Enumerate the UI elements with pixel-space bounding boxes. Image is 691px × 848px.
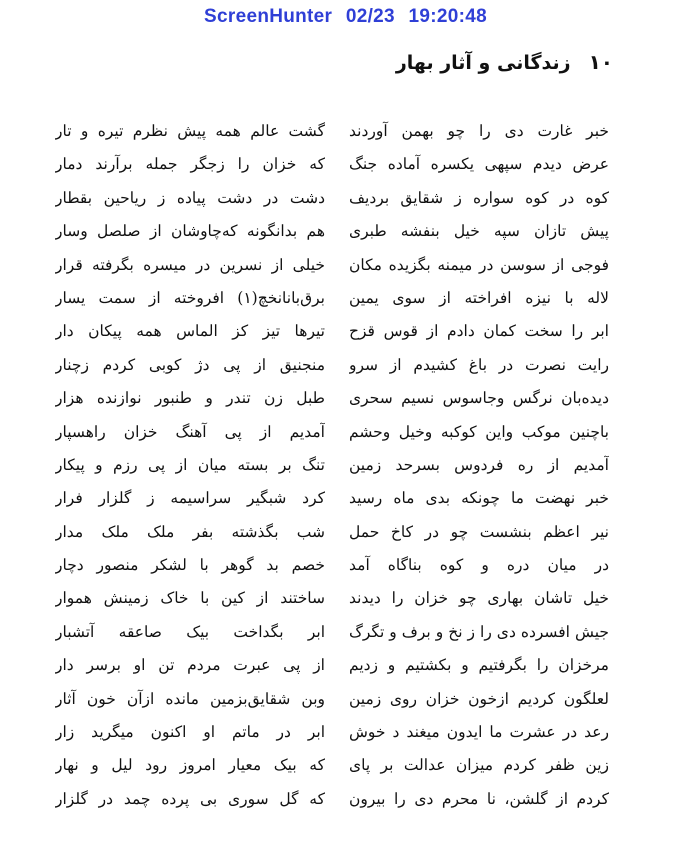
left-verse-line: خیلی از نسرین در میسره بگرفته قرار: [55, 255, 325, 274]
right-verse-line: ابر را سخت کمان دادم از قوس قزح: [349, 322, 609, 341]
left-verse-line: ابر بگداخت بیک صاعقه آتشبار: [55, 622, 325, 641]
left-verse-line: گشت عالم همه پیش نظرم تیره و تار: [55, 122, 325, 140]
right-verse-line: باچنین موکب واین کوکبه وخیل وحشم: [349, 422, 609, 441]
left-verse-line: از پی عبرت مردم تن او برسر دار: [55, 656, 325, 675]
right-verse-line: خبر غارت دی را چو بهمن آوردند: [349, 122, 609, 140]
left-verse-line: ساختند از کین با خاک زمینش هموار: [55, 589, 325, 608]
left-verse-line: که بیک معیار امروز رود لیل و نهار: [55, 756, 325, 775]
page-header: [396, 50, 613, 74]
right-verse-line: در میان دره و کوه بناگاه آمد: [349, 556, 609, 575]
left-verse-line: تیرها تیز کز الماس همه پیکان دار: [55, 322, 325, 341]
right-verse-line: جیش افسرده دی را ز نخ و برف و تگرگ: [349, 622, 609, 641]
right-verse-line: کردم از گلشن، نا محرم دی را بیرون: [349, 789, 609, 808]
right-verse-line: فوجی از سوسن در میمنه بگزیده مکان: [349, 255, 609, 274]
screenhunter-watermark: [0, 6, 691, 28]
right-verse-line: رایت نصرت در باغ کشیدم از سرو: [349, 355, 609, 374]
left-verse-line: کرد شبگیر سراسیمه ز گلزار فرار: [55, 489, 325, 508]
page-number: ۱۰: [588, 50, 613, 74]
right-verse-line: لاله با نیزه افراخته از سوی یمین: [349, 288, 609, 307]
left-verse-line: منجنیق از پی دژ کوبی کردم زچنار: [55, 355, 325, 374]
left-verse-line: هم بدانگونه که‌چاوشان از صلصل وسار: [55, 222, 325, 241]
watermark-app-name: ScreenHunter: [204, 6, 333, 27]
right-verse-line: عرض دیدم سپهی یکسره آماده جنگ: [349, 155, 609, 174]
right-verse-line: آمدیم از ره فردوس بسرحد زمین: [349, 455, 609, 474]
right-verse-line: خیل تاشان بهاری چو خزان را دیدند: [349, 589, 609, 608]
left-verse-line: برق‌بانانخچ(۱) افروخته از سمت یسار: [55, 288, 325, 307]
left-verse-line: خصم بد گوهر با لشکر منصور دچار: [55, 556, 325, 575]
watermark-date: 02/23: [345, 6, 395, 27]
right-verse-line: کوه در کوه سواره ز شقایق بردیف: [349, 188, 609, 207]
left-verse-line: طبل زن تندر و طنبور نوازنده هزار: [55, 389, 325, 408]
right-verse-line: مرخزان را بگرفتیم و بکشتیم و زدیم: [349, 656, 609, 675]
right-verse-line: دیده‌بان نرگس وجاسوس نسیم سحری: [349, 389, 609, 408]
left-verse-line: شب بگذشته بفر ملک ملک مدار: [55, 522, 325, 541]
right-verse-line: خبر نهضت ما چونکه بدی ماه رسید: [349, 489, 609, 508]
left-verse-line: که گل سوری بی پرده چمد در گلزار: [55, 789, 325, 808]
running-title: زندگانی و آثار بهار: [395, 52, 571, 74]
watermark-time: 19:20:48: [408, 6, 487, 27]
left-verse-line: دشت در دشت پیاده ز ریاحین بقطار: [55, 188, 325, 207]
left-verse-line: که خزان را زجگر جمله برآرند دمار: [55, 155, 325, 174]
poem-right-column: [349, 115, 609, 816]
right-verse-line: رعد در عشرت ما ایدون میغند د خوش: [349, 723, 609, 742]
left-verse-line: آمدیم از پی آهنگ خزان راهسپار: [55, 422, 325, 441]
left-verse-line: ابر در ماتم او اکنون میگرید زار: [55, 723, 325, 742]
right-verse-line: لعلگون کردیم ازخون خزان روی زمین: [349, 689, 609, 708]
right-verse-line: پیش تازان سپه خیل بنفشه طبری: [349, 222, 609, 241]
right-verse-line: زین ظفر کردم میزان عدالت بر پای: [349, 756, 609, 775]
left-verse-line: وبن شقایق‌بزمین مانده ازآن خون آثار: [55, 689, 325, 708]
right-verse-line: نیر اعظم بنشست چو در کاخ حمل: [349, 522, 609, 541]
poem-left-column: [55, 115, 325, 816]
left-verse-line: تنگ بر بسته میان از پی رزم و پیکار: [55, 455, 325, 474]
